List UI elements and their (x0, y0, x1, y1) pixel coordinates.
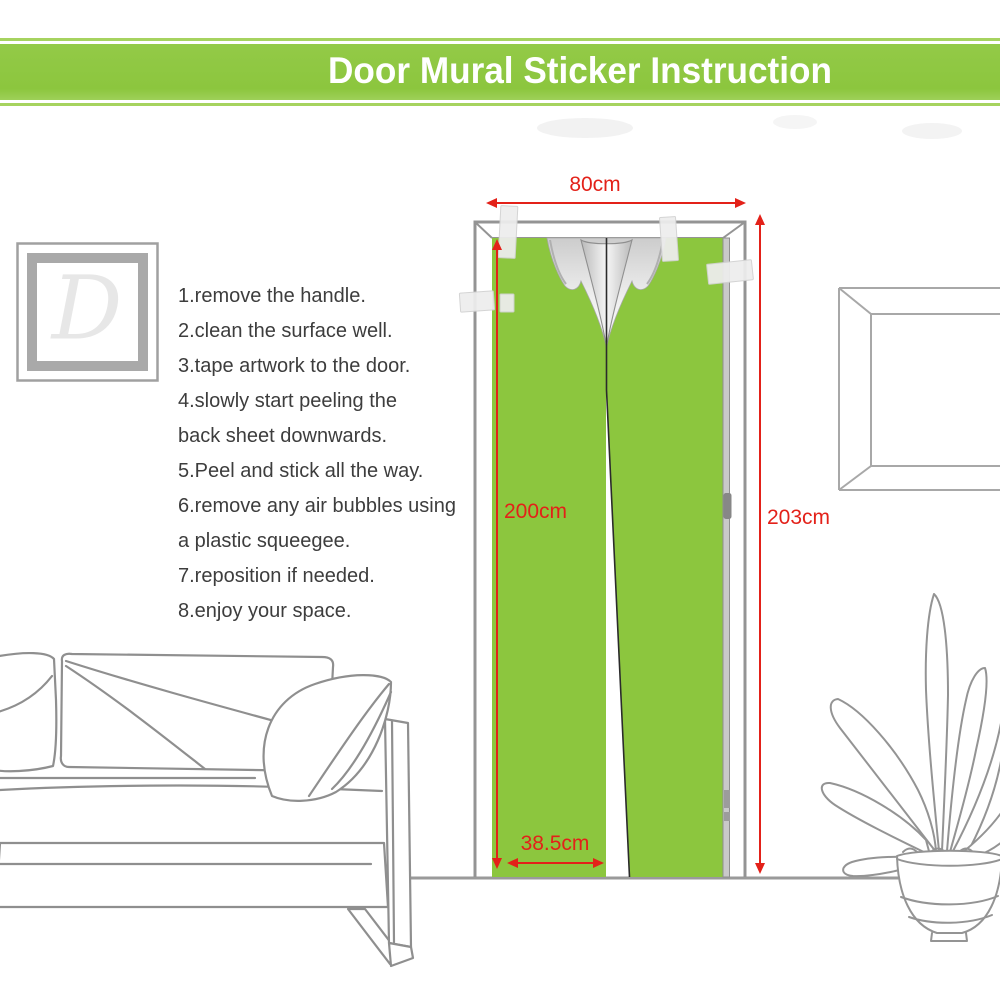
door-handle (724, 493, 732, 519)
instruction-step: 7.reposition if needed. (178, 565, 375, 587)
instruction-step: 6.remove any air bubbles using (178, 495, 456, 517)
door-latch-lower (724, 812, 730, 821)
instruction-step: 4.slowly start peeling the (178, 390, 398, 412)
sticker-panel-left (492, 238, 606, 877)
door-latch (724, 790, 730, 808)
instruction-step: 1.remove the handle. (178, 285, 366, 307)
wall-frame-right (839, 288, 1000, 490)
instruction-step: 2.clean the surface well. (178, 320, 393, 342)
frame-monogram: D (51, 256, 123, 360)
background-smudges (537, 115, 962, 139)
instruction-step: a plastic squeegee. (178, 530, 351, 552)
dimension-label-door-width: 80cm (569, 173, 621, 196)
sofa (0, 653, 413, 966)
dimension-label-panel-width: 38.5cm (520, 832, 590, 855)
potted-plant (822, 594, 1000, 941)
dimension-label-sticker-height: 200cm (504, 500, 568, 523)
dimension-label-door-height: 203cm (767, 506, 831, 529)
instruction-step: 8.enjoy your space. (178, 600, 352, 622)
instruction-step: back sheet downwards. (178, 425, 388, 447)
instruction-step: 5.Peel and stick all the way. (178, 460, 424, 482)
door-edge (723, 238, 732, 877)
instruction-list (178, 279, 478, 629)
page-title: Door Mural Sticker Instruction (328, 50, 832, 92)
instruction-step: 3.tape artwork to the door. (178, 355, 411, 377)
